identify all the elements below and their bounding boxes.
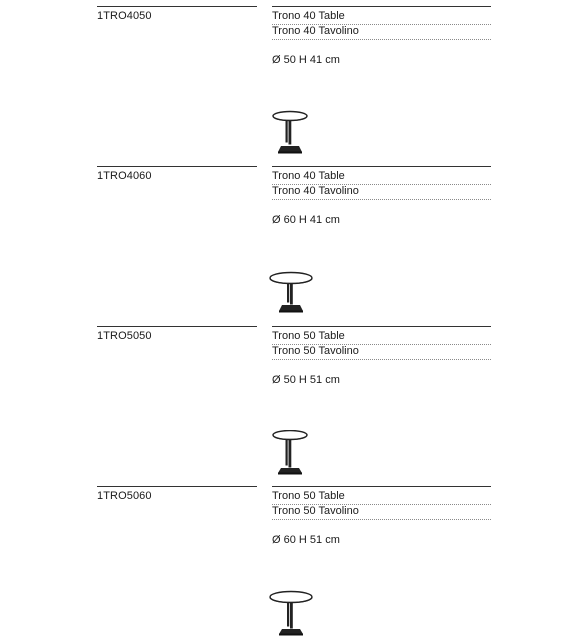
product-dimensions: Ø 60 H 51 cm <box>272 534 340 546</box>
product-dimensions: Ø 50 H 51 cm <box>272 374 340 386</box>
product-entry-2 <box>0 160 574 320</box>
divider <box>97 486 257 487</box>
table-icon <box>268 270 314 316</box>
product-code: 1TRO4050 <box>97 10 152 22</box>
product-dimensions: Ø 50 H 41 cm <box>272 54 340 66</box>
product-name-it: Trono 50 Tavolino <box>272 505 491 520</box>
table-icon <box>268 430 314 476</box>
table-icon <box>268 590 314 636</box>
product-code: 1TRO5050 <box>97 330 152 342</box>
divider <box>272 486 491 487</box>
divider <box>272 166 491 167</box>
divider <box>272 326 491 327</box>
divider <box>97 166 257 167</box>
product-code: 1TRO4060 <box>97 170 152 182</box>
product-name-en: Trono 50 Table <box>272 330 491 345</box>
table-icon <box>268 110 314 156</box>
product-entry-1 <box>0 0 574 160</box>
product-name-it: Trono 40 Tavolino <box>272 185 491 200</box>
product-name-it: Trono 40 Tavolino <box>272 25 491 40</box>
product-name-en: Trono 40 Table <box>272 10 491 25</box>
divider <box>97 6 257 7</box>
product-name-it: Trono 50 Tavolino <box>272 345 491 360</box>
divider <box>272 6 491 7</box>
product-code: 1TRO5060 <box>97 490 152 502</box>
divider <box>97 326 257 327</box>
product-name-en: Trono 50 Table <box>272 490 491 505</box>
product-name-en: Trono 40 Table <box>272 170 491 185</box>
product-entry-4 <box>0 480 574 640</box>
product-entry-3 <box>0 320 574 480</box>
product-dimensions: Ø 60 H 41 cm <box>272 214 340 226</box>
